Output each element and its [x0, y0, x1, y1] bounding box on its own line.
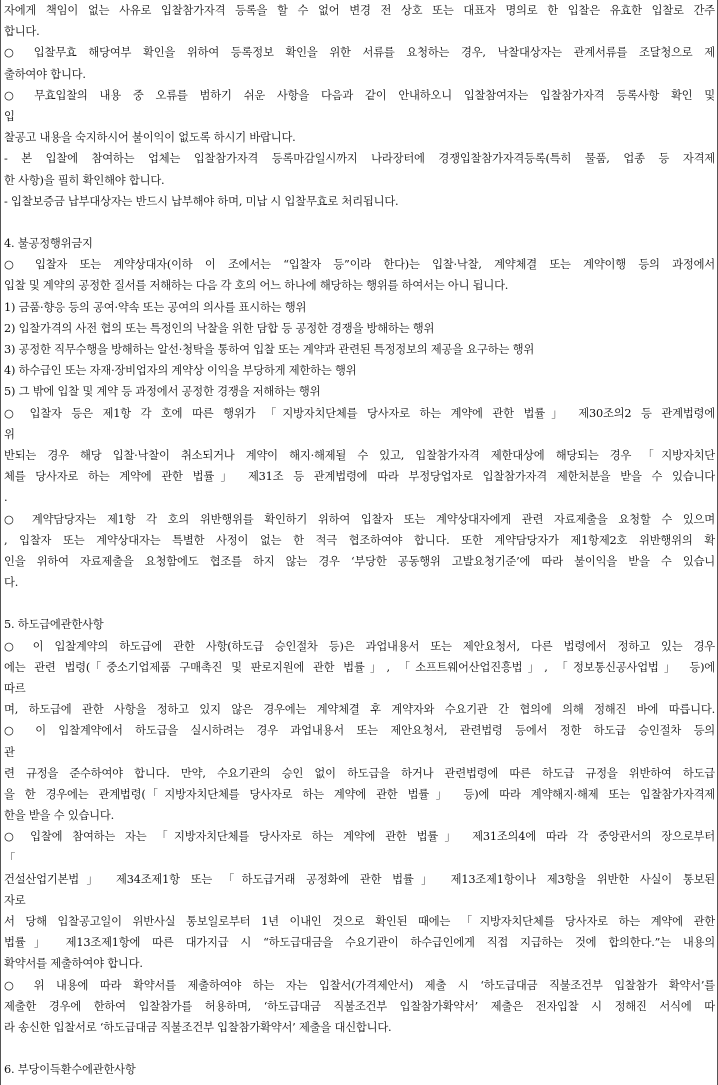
text-line: ○ 입찰자 등은 제1항 각 호에 따른 행위가 「지방자치단체를 당사자로 하는 계약에 관한 법률」 제30조의2 등 관계법령에 [4, 406, 715, 420]
text-line: 입찰 및 계약의 공정한 질서를 저해하는 다음 각 호의 어느 하나에 해당하는 행위를 하여서는 아니 됩니다. [4, 279, 509, 293]
text-line: 다. [4, 576, 19, 590]
text-line: 자로 [4, 893, 26, 907]
text-line: 따르 [4, 682, 26, 695]
text-line: ○ 무효입찰의 내용 중 오류를 범하기 쉬운 사항을 다음과 같이 안내하오니 입찰참여자는 입찰참가자격 등록사항 확인 및 [4, 88, 715, 102]
text-line: 출하여야 합니다. [4, 67, 86, 81]
text-line: ○ 계약담당자는 제1항 각 호의 위반행위를 확인하기 위하여 입찰자 또는 계약상대자에게 관련 자료제출을 요청할 수 있으며 [4, 512, 715, 526]
text-line: - 본 입찰에 참여하는 업체는 입찰참가자격 등록마감일시까지 나라장터에 경쟁입찰참가자격등록(특히 물품, 업종 등 자격제 [4, 152, 715, 166]
text-line: 4. 불공정행위금지 [4, 237, 93, 251]
text-line: 4) 하수급인 또는 자재·장비업자의 계약상 이익을 부당하게 제한하는 행위 [4, 364, 357, 378]
text-line: ○ 입찰무효 해당여부 확인을 위하여 등록정보 확인을 위한 서류를 요청하는 경우, 낙찰대상자는 관계서류를 조달청으로 제 [4, 46, 715, 60]
text-line: . [4, 491, 8, 505]
text-line: ○ 입찰자 또는 계약상대자(이하 이 조에서는 “입찰자 등”이라 한다)는 입찰·낙찰, 계약체결 또는 계약이행 등의 과정에서 [4, 258, 715, 272]
text-line: ○ 이 입찰계약의 하도급에 관한 사항(하도급 승인절차 등)은 과업내용서 또는 제안요청서, 다른 법령에서 정하고 있는 경우 [4, 639, 715, 653]
text-line: 「 [4, 851, 16, 865]
text-line: 법률」 제13조제1항에 따른 대가지급 시 “하도급대금을 수요기관이 하수급인에게 직접 지급하는 것에 합의한다.”는 내용의 [4, 936, 715, 950]
text-line: ○ 입찰에 참여하는 자는 「지방자치단체를 당사자로 하는 계약에 관한 법률」 제31조의4에 따라 각 중앙관서의 장으로부터 [4, 830, 715, 844]
text-line: 자에게 책임이 없는 사유로 입찰참가자격 등록을 할 수 없어 변경 전 상호 또는 대표자 명의로 한 입찰은 유효한 입찰로 간주 [4, 4, 715, 17]
text-line: 한을 받을 수 있습니다. [4, 809, 114, 823]
text-line: 서 당해 입찰공고일이 위반사실 통보일로부터 1년 이내인 것으로 확인된 때에는 「지방자치단체를 당사자로 하는 계약에 관한 [4, 915, 715, 929]
text-line: 체를 당사자로 하는 계약에 관한 법률」 제31조 등 관계법령에 따라 부정당업자로 입찰참가자격 제한처분을 받을 수 있습니다 [4, 470, 715, 484]
text-line: 3) 공정한 직무수행을 방해하는 알선·청탁을 통하여 입찰 또는 계약과 관련된 특정정보의 제공을 요구하는 행위 [4, 343, 535, 356]
blank-line [1, 212, 717, 233]
text-line: 찰공고 내용을 숙지하시어 불이익이 없도록 하시기 바랍니다. [4, 131, 296, 145]
blank-line [1, 1038, 717, 1059]
text-line: 관 [4, 745, 15, 759]
text-line: 확약서를 제출하여야 합니다. [4, 957, 143, 971]
text-line: 련 규정을 준수하여야 합니다. 만약, 수요기관의 승인 없이 하도급을 하거나 관련법령에 따른 하도급 규정을 위반하여 하도급 [4, 766, 715, 780]
text-line: 을 한 경우에는 관계법령(「지방자치단체를 당사자로 하는 계약에 관한 법률」 등)에 따라 계약해지·해제 또는 입찰참가자격제 [4, 787, 715, 801]
text-line: 5. 하도급에관한사항 [4, 618, 104, 632]
text-line: , 입찰자 또는 계약상대자는 특별한 사정이 없는 한 적극 협조하여야 합니다. 또한 계약담당자가 제1항제2호 위반행위의 확 [4, 533, 715, 547]
text-line: 인을 위하여 자료제출을 요청함에도 협조를 하지 않는 경우 ‘부당한 공동행위 고발요청기준’에 따라 불이익을 받을 수 있습니 [4, 554, 715, 568]
text-line: 한 사항)을 필히 확인해야 합니다. [4, 173, 165, 187]
text-line: ○ 위 내용에 따라 확약서를 제출하여야 하는 자는 입찰서(가격제안서) 제출 시 ‘하도급대금 직불조건부 입찰참가 확약서’를 [4, 978, 715, 992]
text-line: 며, 하도급에 관한 사항을 정하고 있지 않은 경우에는 계약체결 후 계약자와 수요기관 간 협의에 의해 정해진 바에 따릅니다. [4, 703, 715, 717]
text-line: 건설산업기본법」 제34조제1항 또는 「하도급거래 공정화에 관한 법률」 제13조제1항이나 제3항을 위반한 사실이 통보된 [4, 872, 715, 886]
text-line: 입 [4, 109, 15, 123]
text-line: 5) 그 밖에 입찰 및 계약 등 과정에서 공정한 경쟁을 저해하는 행위 [4, 385, 321, 399]
text-line: 1) 금품·향응 등의 공여·약속 또는 공여의 의사를 표시하는 행위 [4, 300, 307, 314]
text-line: 라 송신한 입찰서로 ‘하도급대금 직불조건부 입찰참가확약서’ 제출을 대신합니다. [4, 1021, 392, 1034]
text-line: 6. 부당이득환수에관한사항 [4, 1063, 136, 1077]
text-line: - 입찰보증금 납부대상자는 반드시 납부해야 하며, 미납 시 입찰무효로 처리됩니다. [4, 194, 399, 208]
blank-line [1, 593, 717, 614]
text-line: ○ 이 입찰계약에서 하도급을 실시하려는 경우 과업내용서 또는 제안요청서, 관련법령 등에서 정한 하도급 승인절차 등의 [4, 724, 715, 738]
text-line: 위 [4, 427, 15, 441]
text-line: 반되는 경우 해당 입찰·낙찰이 취소되거나 계약이 해지·해제될 수 있고, 입찰참가자격 제한대상에 해당되는 경우 「지방자치단 [4, 448, 715, 462]
text-line: 합니다. [4, 25, 40, 39]
text-line: 제출한 경우에 한하여 입찰참가를 허용하며, ‘하도급대금 직불조건부 입찰참가확약서’ 제출은 전자입찰 시 정해진 서식에 따 [4, 999, 715, 1013]
text-line: 2) 입찰가격의 사전 협의 또는 특정인의 낙찰을 위한 담합 등 공정한 경쟁을 방해하는 행위 [4, 321, 435, 335]
text-line: 에는 관련 법령(「중소기업제품 구매촉진 및 판로지원에 관한 법률」, 「소프트웨어산업진흥법」, 「정보통신공사업법」 등)에 [4, 660, 715, 674]
